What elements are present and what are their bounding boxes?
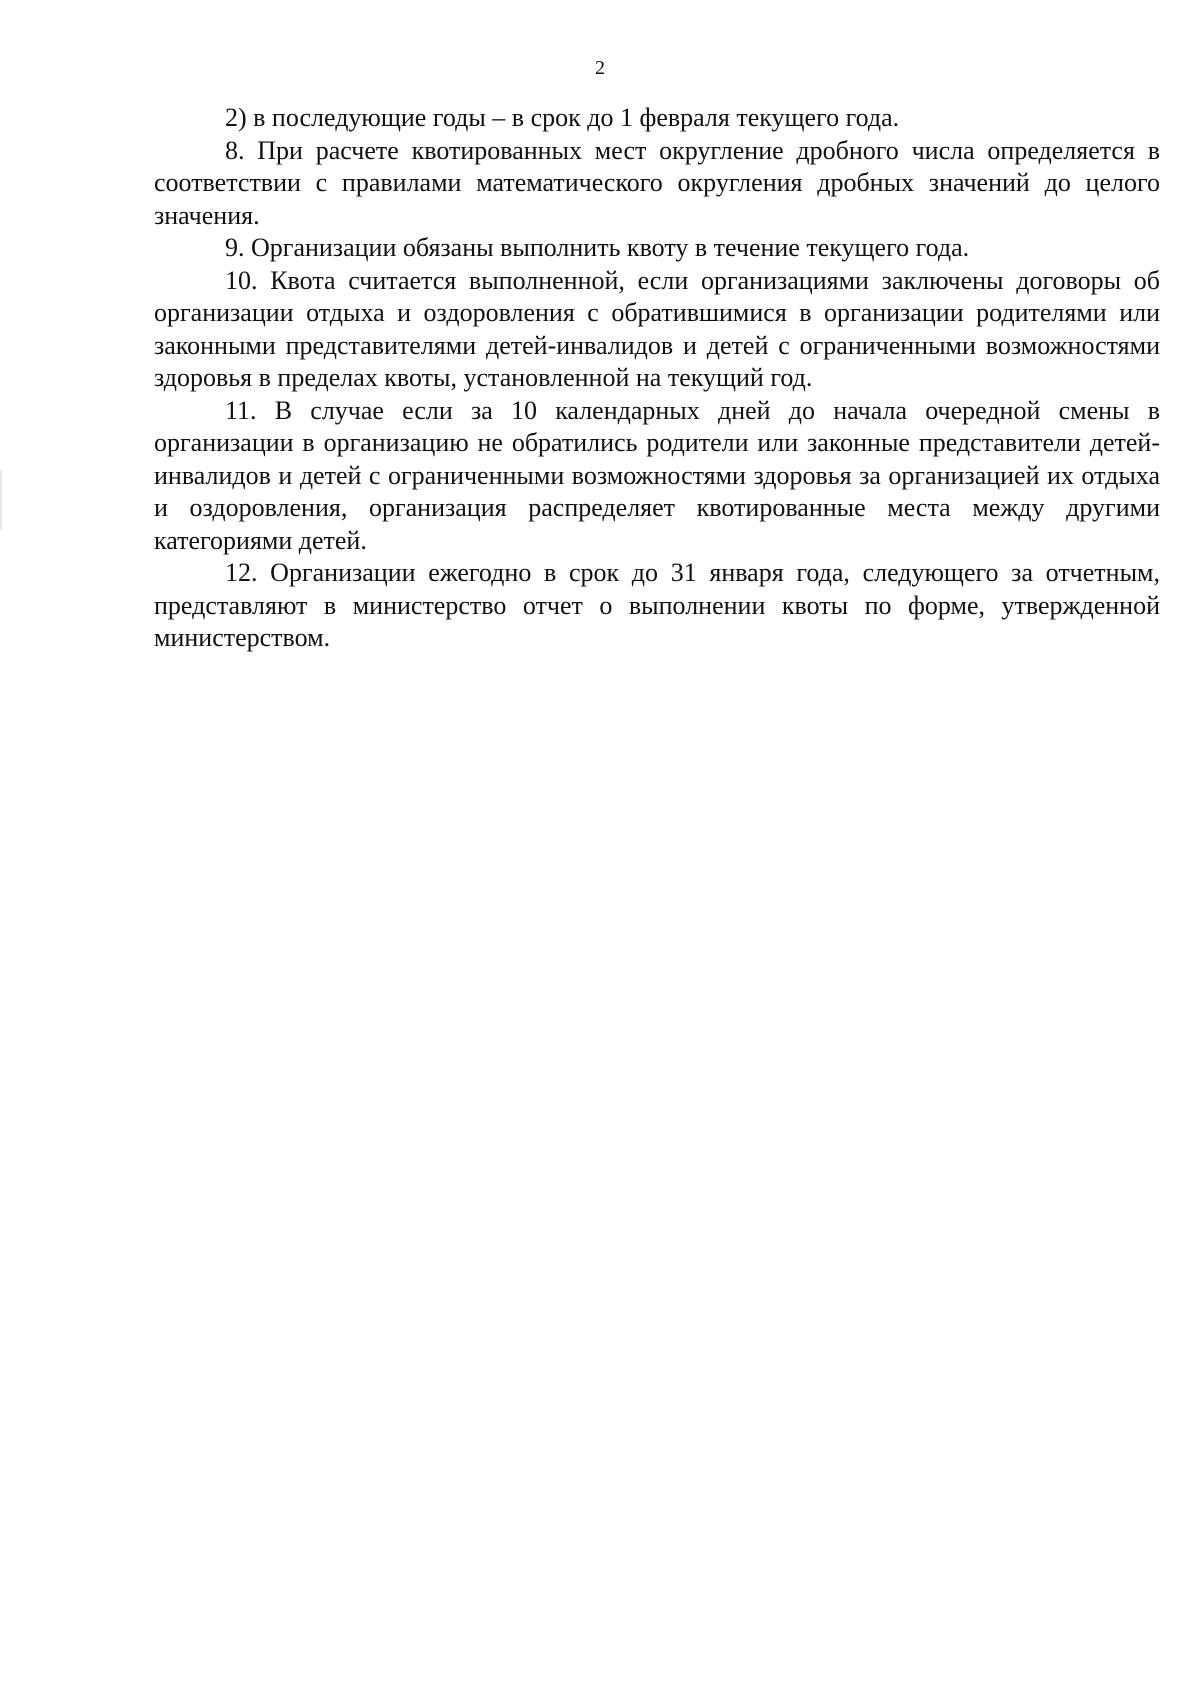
- paragraph-clause-12: 12. Организации ежегодно в срок до 31 января года, следующего за отчетным, представляют в министерство отчет о выполнении квоты по форме, утвержденной министерством.: [154, 558, 1160, 652]
- page-number: 2: [595, 57, 605, 79]
- paragraph-clause-8: 8. При расчете квотированных мест округление дробного числа определяется в соответствии с правилами математического округления дробных значений до целого значения.: [154, 135, 1160, 230]
- paragraph-clause-11: 11. В случае если за 10 календарных дней до начала очередной смены в организации в организацию не обратились родители или законные представители детей-инвалидов и детей с ограниченными возможностями здоровья за организацией их отдыха и оздоровления, организация распределяет квотированные места между другими категориями детей.: [154, 395, 1160, 555]
- paragraph-clause-10: 10. Квота считается выполненной, если организациями заключены договоры об организации отдыха и оздоровления с обратившимися в организации родителями или законными представителями детей-инвалидов и детей с ограниченными возможностями здоровья в пределах квоты, установленной на текущий год.: [154, 265, 1160, 392]
- document-body: [154, 102, 1160, 655]
- paragraph-clause-9: 9. Организации обязаны выполнить квоту в течение текущего года.: [225, 233, 970, 262]
- paragraph-clause-7-item-2: 2) в последующие годы – в срок до 1 февраля текущего года.: [225, 103, 900, 132]
- scan-edge-mark: [0, 470, 2, 530]
